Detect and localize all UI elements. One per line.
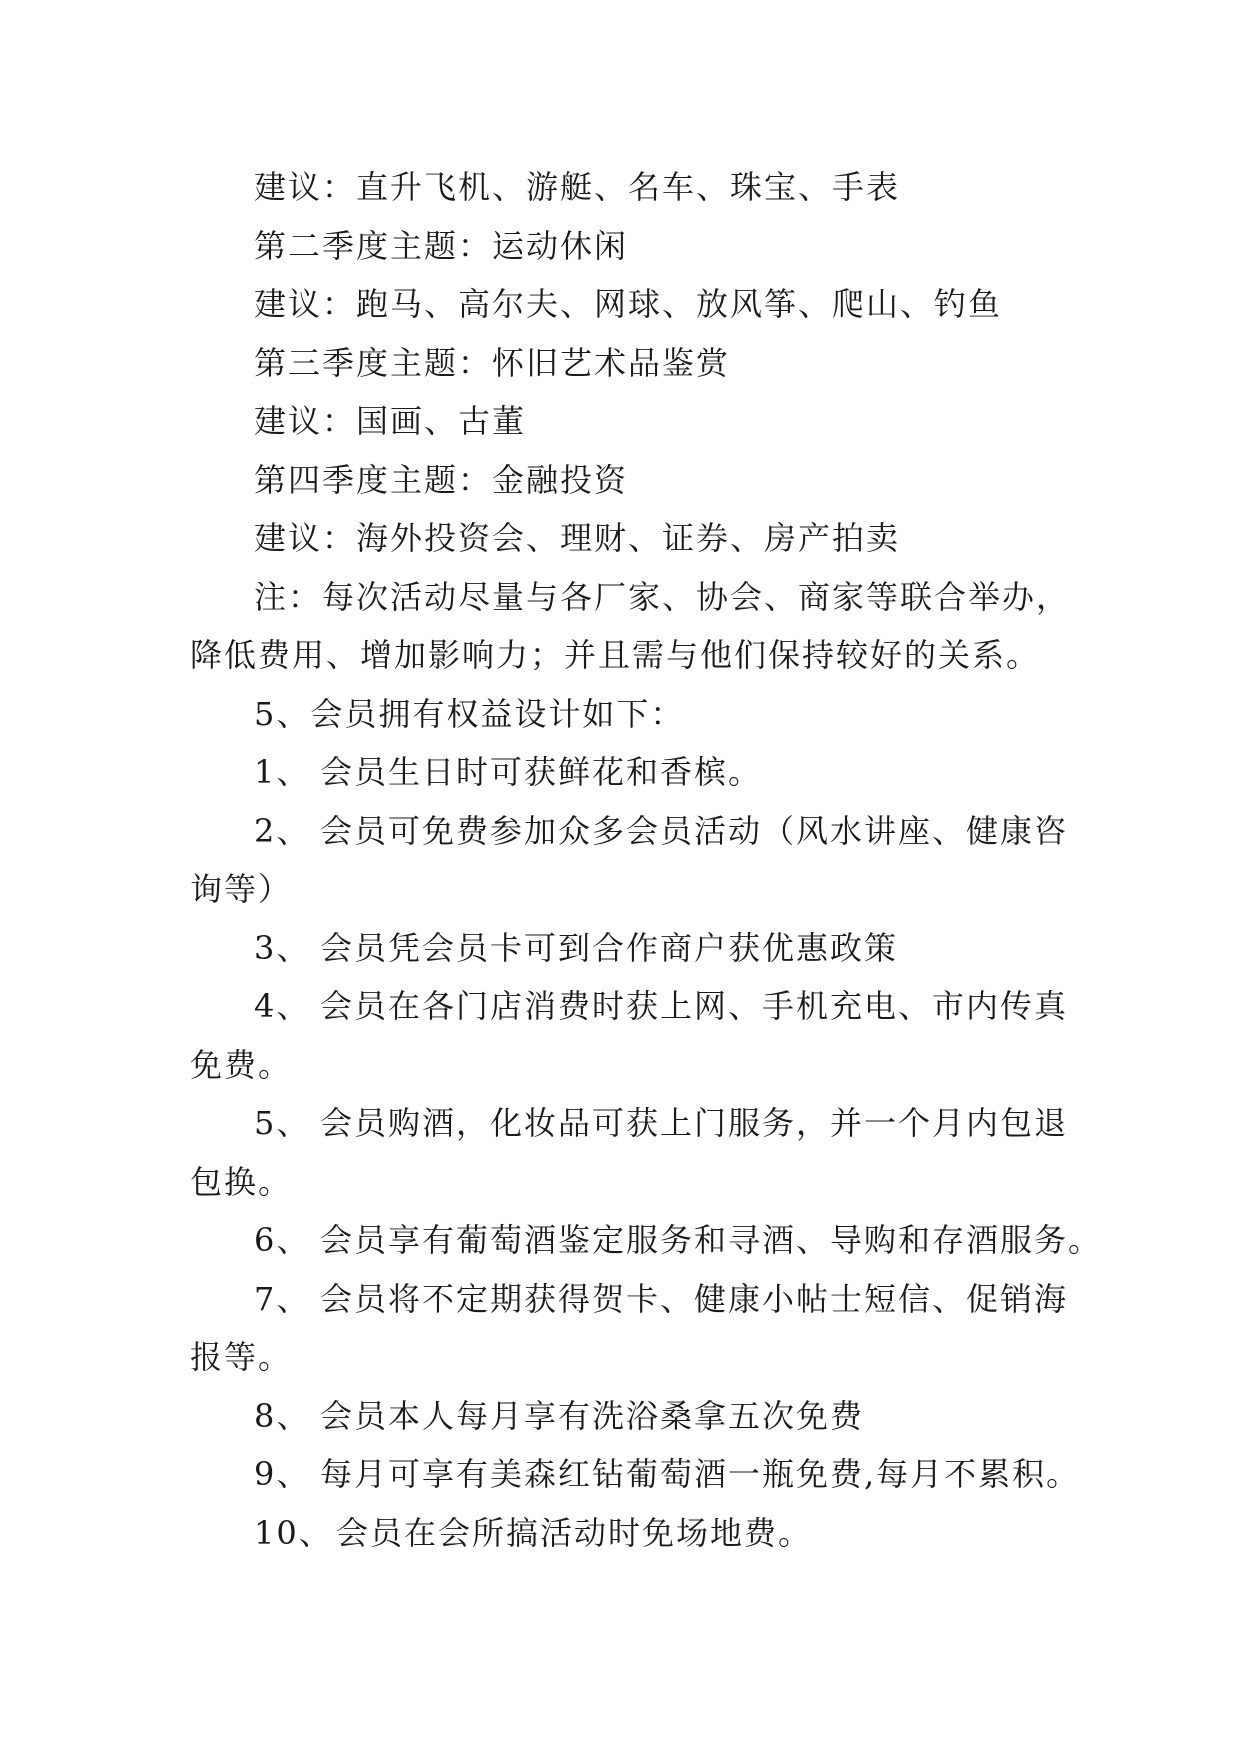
suggestion-q4: 建议：海外投资会、理财、证券、房产拍卖 bbox=[254, 519, 901, 557]
benefit-text: 每月可享有美森红钻葡萄酒一瓶免费,每月不累积。 bbox=[320, 1455, 1081, 1493]
benefit-item bbox=[190, 1211, 1103, 1270]
benefit-item bbox=[190, 743, 1070, 802]
benefit-continuation: 免费。 bbox=[190, 1045, 293, 1084]
note-line-2: 降低费用、增加影响力；并且需与他们保持较好的关系。 bbox=[190, 636, 1041, 674]
suggestion-q2: 建议：跑马、高尔夫、网球、放风筝、爬山、钓鱼 bbox=[254, 285, 1003, 323]
benefit-number: 8、 bbox=[254, 1396, 311, 1435]
benefit-text: 会员凭会员卡可到合作商户获优惠政策 bbox=[320, 928, 899, 967]
q3-theme: 第三季度主题：怀旧艺术品鉴赏 bbox=[254, 343, 731, 382]
benefit-item bbox=[190, 977, 1070, 1036]
benefit-number: 1、 bbox=[254, 753, 311, 791]
benefit-continuation: 询等） bbox=[190, 870, 293, 908]
benefit-number: 3、 bbox=[254, 928, 311, 967]
note-line-1: 注：每次活动尽量与各厂家、协会、商家等联合举办， bbox=[254, 577, 1071, 616]
benefit-continuation: 报等。 bbox=[190, 1338, 293, 1376]
benefit-text: 会员享有葡萄酒鉴定服务和寻酒、导购和存酒服务。 bbox=[320, 1221, 1103, 1259]
suggestion-q3: 建议：国画、古董 bbox=[254, 402, 527, 440]
benefit-text: 会员在会所搞活动时免场地费。 bbox=[336, 1513, 813, 1552]
benefit-number: 9、 bbox=[254, 1455, 311, 1493]
benefit-item bbox=[190, 1504, 1070, 1563]
benefit-text: 会员购酒，化妆品可获上门服务，并一个月内包退 bbox=[320, 1104, 1069, 1142]
q2-theme: 第二季度主题：运动休闲 bbox=[254, 226, 629, 265]
benefit-item bbox=[190, 1270, 1070, 1329]
benefit-item bbox=[190, 919, 1070, 978]
benefit-number: 2、 bbox=[254, 811, 311, 850]
benefit-text: 会员在各门店消费时获上网、手机充电、市内传真 bbox=[320, 987, 1069, 1025]
benefit-number: 7、 bbox=[254, 1279, 311, 1318]
benefit-number: 10、 bbox=[254, 1513, 333, 1552]
benefit-continuation: 包换。 bbox=[190, 1162, 293, 1201]
benefit-number: 6、 bbox=[254, 1221, 311, 1259]
benefit-number: 5、 bbox=[254, 1104, 311, 1142]
benefit-item bbox=[190, 1387, 1070, 1446]
document-body bbox=[190, 158, 1103, 1562]
benefit-number: 4、 bbox=[254, 987, 311, 1025]
benefit-text: 会员将不定期获得贺卡、健康小帖士短信、促销海 bbox=[320, 1279, 1069, 1318]
benefit-item bbox=[190, 1445, 1081, 1504]
benefit-item bbox=[190, 802, 1070, 861]
suggestion-q1: 建议：直升飞机、游艇、名车、珠宝、手表 bbox=[254, 168, 901, 206]
benefit-text: 会员生日时可获鲜花和香槟。 bbox=[320, 753, 763, 791]
benefit-item bbox=[190, 1094, 1070, 1153]
benefits-heading: 5、会员拥有权益设计如下： bbox=[254, 694, 685, 733]
q4-theme: 第四季度主题：金融投资 bbox=[254, 460, 629, 499]
benefit-text: 会员可免费参加众多会员活动（风水讲座、健康咨 bbox=[320, 811, 1069, 850]
benefit-text: 会员本人每月享有洗浴桑拿五次免费 bbox=[320, 1396, 865, 1435]
